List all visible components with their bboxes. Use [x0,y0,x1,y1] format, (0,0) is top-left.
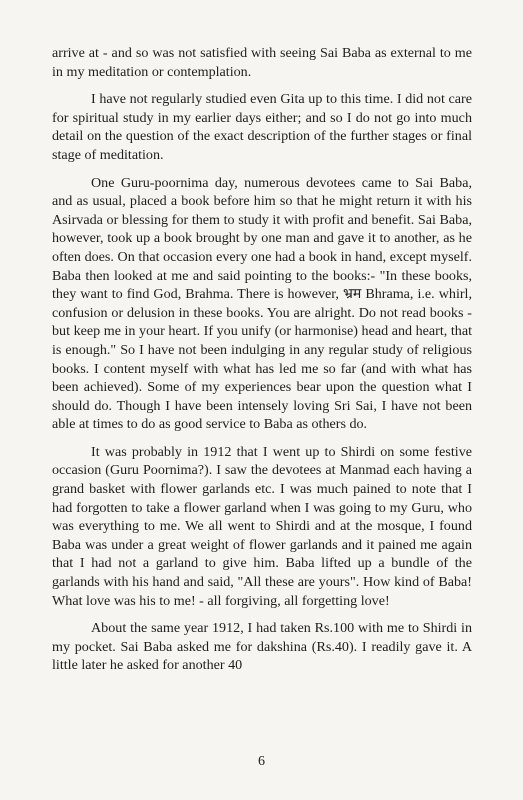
paragraph-gita-study: I have not regularly studied even Gita up to this time. I did not care for spiritual study in my earlier days either; and so I do not go into much detail on the question of the exact description of the further stages or final stage of meditation. [52,91,472,163]
paragraph-continuation: arrive at - and so was not satisfied with seeing Sai Baba as external to me in my meditation or contemplation. [52,45,472,80]
page-body-text [52,44,472,684]
paragraph-dakshina: About the same year 1912, I had taken Rs.100 with me to Shirdi in my pocket. Sai Baba asked me for dakshina (Rs.40). I readily gave it. A little later he asked for another 40 [52,620,472,674]
paragraph-guru-poornima-books: One Guru-poornima day, numerous devotees came to Sai Baba, and as usual, placed a book before him so that he might return it with his Asirvada or blessing for them to study it with profit and benefit. Sai Baba, however, took up a book brought by one man and gave it to another, as he often does. On that occasion every one had a book in hand, except myself. Baba then looked at me and said pointing to the books:- "In these books, they want to find God, Brahma. There is however, भ्रम Bhrama, i.e. whirl, confusion or delusion in these books. You are alright. Do not read books - but keep me in your heart. If you unify (or harmonise) head and heart, that is enough." So I have not been indulging in any regular study of religious books. I content myself with what has led me so far (and with what has been achieved). Some of my experiences bear upon the question what I should do. Though I have been intensely loving Sri Sai, I have not been able at times to do as good service to Baba as others do. [52,174,472,433]
page-number: 6 [258,754,265,769]
paragraph-flower-garlands: It was probably in 1912 that I went up to Shirdi on some festive occasion (Guru Poornima?). I saw the devotees at Manmad each having a grand basket with flower garlands etc. I was much pained to note that I had forgotten to take a flower garland when I was going to my Guru, who was everything to me. We all went to Shirdi and at the mosque, I found Baba was under a great weight of flower garlands and it pained me again that I had not a garland to give him. Baba lifted up a bundle of the garlands with his hand and said, "All these are yours". How kind of Baba! What love was his to me! - all forgiving, all forgetting love! [52,443,472,609]
